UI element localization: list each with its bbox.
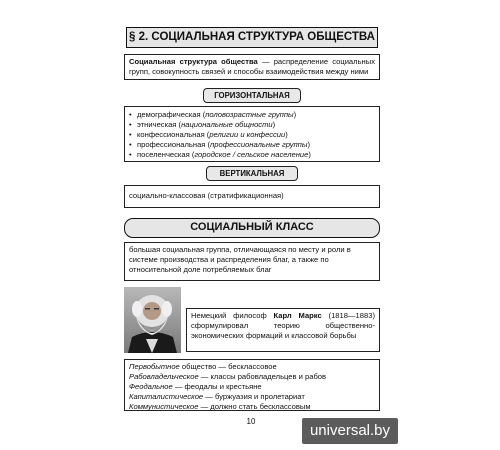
marx-name: Карл Маркс: [273, 311, 322, 320]
definition-term: Социальная структура общества: [129, 57, 258, 66]
marx-portrait: [124, 287, 181, 353]
list-item: • поселенческая (городское / сельское население): [129, 150, 375, 160]
portrait-image-icon: [124, 287, 181, 353]
list-item: Коммунистическое — должно стать бесклассовым: [129, 402, 311, 411]
list-item: Первобытное общество — бесклассовое: [129, 362, 277, 371]
vertical-text: социально-классовая (стратификационная): [124, 185, 380, 208]
section-title: § 2. СОЦИАЛЬНАЯ СТРУКТУРА ОБЩЕСТВА: [126, 27, 378, 48]
horizontal-list: [124, 106, 380, 162]
formations-list: [124, 359, 380, 411]
class-definition: большая социальная группа, отличающаяся по месту и роли в системе производства и распределения благ, а также по относительной доле потребляемых благ: [124, 242, 380, 281]
page-number: 10: [246, 417, 256, 426]
definition-text: — распределение социальных групп, совокупность связей и способы взаимодействия между ними: [129, 57, 375, 76]
list-item: • конфессиональная (религии и конфессии): [129, 130, 375, 140]
definition-box: [124, 54, 380, 80]
list-item: Капиталистическое — буржуазия и пролетариат: [129, 392, 305, 401]
class-title: СОЦИАЛЬНЫЙ КЛАСС: [124, 218, 380, 238]
vertical-label: ВЕРТИКАЛЬНАЯ: [206, 166, 298, 181]
list-item: • демографическая (половозрастные группы): [129, 110, 375, 120]
list-item: • этническая (национальные общности): [129, 120, 375, 130]
horizontal-label: ГОРИЗОНТАЛЬНАЯ: [203, 88, 301, 103]
list-item: Рабовладельческое — классы рабовладельцев и рабов: [129, 372, 327, 381]
marx-description: Немецкий философ Карл Маркс (1818—1883) сформулировал теорию общественно-экономических формаций и классовой борьбы: [186, 308, 380, 352]
watermark: universal.by: [302, 418, 398, 444]
list-item: Феодальное — феодалы и крестьяне: [129, 382, 262, 391]
list-item: • профессиональная (профессиональные группы): [129, 140, 375, 150]
